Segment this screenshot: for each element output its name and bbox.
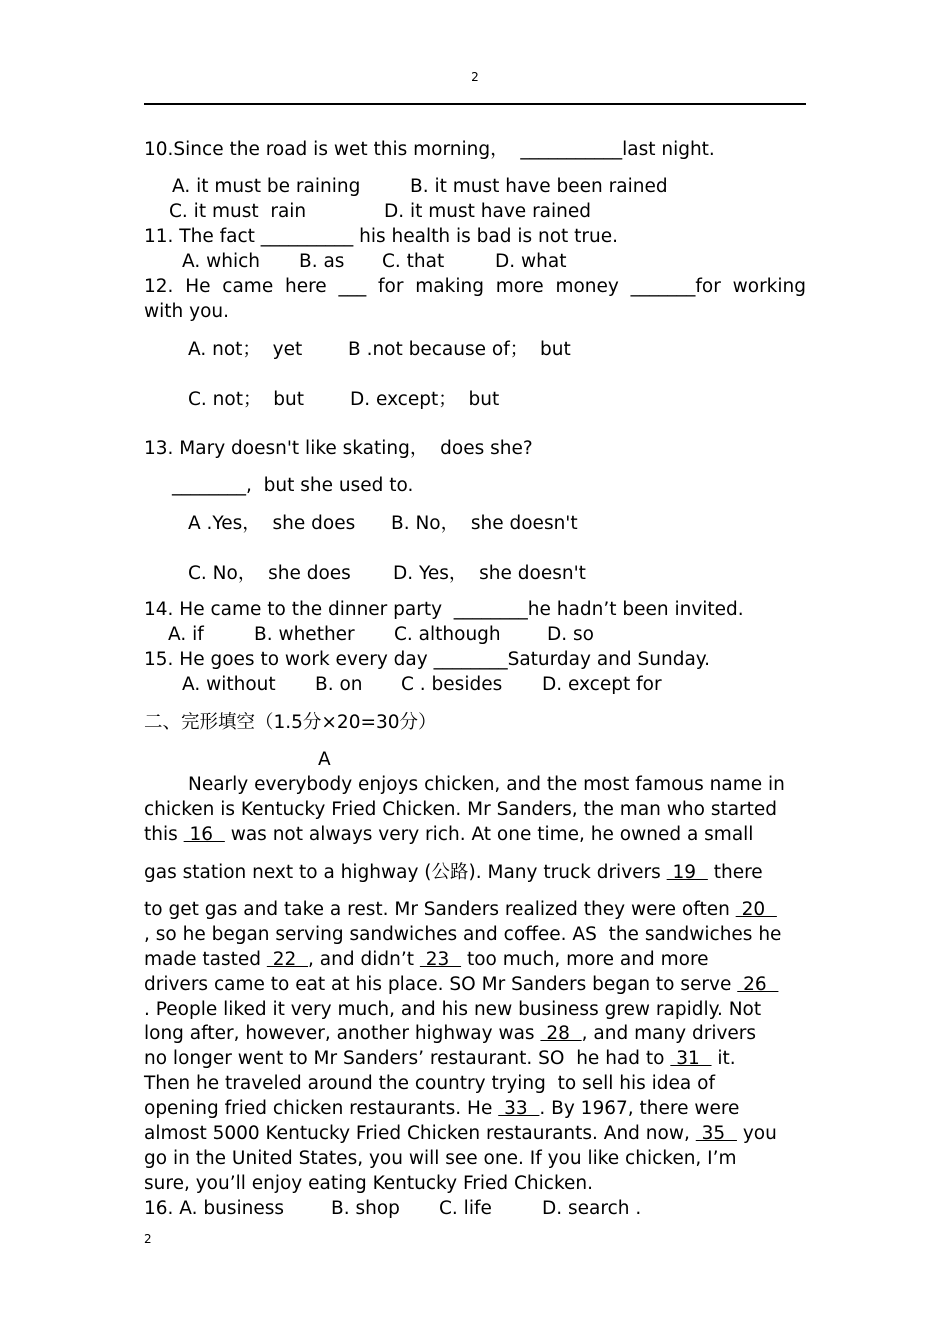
question-10-option-a: A. it must be raining [172, 176, 361, 197]
question-16-option-c: C. life [439, 1198, 492, 1219]
passage-line: long after, however, another highway was 28 , and many drivers [144, 1023, 757, 1044]
passage-line: Nearly everybody enjoys chicken, and the most famous name in [188, 774, 785, 795]
passage-line: made tasted 22 , and didn’t 23 too much, more and more [144, 949, 709, 970]
question-10-stem: 10.Since the road is wet this morning， ___________last night. [144, 139, 715, 160]
question-13-option-b: B. No， she doesn't [391, 513, 578, 534]
blank-23: 23 [419, 949, 462, 970]
section-heading: 二、完形填空（1.5分×20=30分） [144, 712, 437, 733]
passage-line: go in the United States, you will see one. If you like chicken, I’m [144, 1148, 737, 1169]
question-15-option-c: C . besides [401, 674, 503, 695]
passage-line: Then he traveled around the country trying to sell his idea of [144, 1073, 715, 1094]
passage-line: . People liked it very much, and his new business grew rapidly. Not [144, 999, 762, 1020]
question-12-option-d: D. except； but [350, 389, 500, 410]
question-13-option-c: C. No， she does [188, 563, 351, 584]
question-12-stem-line-1: 12. He came here ___ for making more money _______for working [144, 276, 806, 297]
question-15-option-d: D. except for [542, 674, 662, 695]
blank-19: 19 [666, 862, 708, 883]
question-10-option-c: C. it must rain [169, 201, 307, 222]
question-12-option-b: B .not because of； but [348, 339, 571, 360]
question-15-option-b: B. on [315, 674, 363, 695]
question-11-option-b: B. as [299, 251, 345, 272]
blank-22: 22 [266, 949, 309, 970]
question-12-option-c: C. not； but [188, 389, 304, 410]
question-14-option-a: A. if [168, 624, 204, 645]
blank-33: 33 [498, 1098, 540, 1119]
passage-line: sure, you’ll enjoy eating Kentucky Fried Chicken. [144, 1173, 593, 1194]
question-12-option-a: A. not； yet [188, 339, 303, 360]
blank-26: 26 [737, 974, 779, 995]
passage-line: opening fried chicken restaurants. He 33 . By 1967, there were [144, 1098, 740, 1119]
question-13-stem: 13. Mary doesn't like skating， does she? [144, 438, 533, 459]
header-rule [144, 103, 806, 105]
question-11-option-d: D. what [495, 251, 567, 272]
question-11-stem: 11. The fact __________ his health is bad is not true. [144, 226, 618, 247]
question-13-option-d: D. Yes， she doesn't [393, 563, 586, 584]
question-16-option-b: B. shop [331, 1198, 400, 1219]
passage-line: gas station next to a highway (公路). Many truck drivers 19 there [144, 862, 763, 883]
question-11-option-a: A. which [182, 251, 260, 272]
passage-line: drivers came to eat at his place. SO Mr Sanders began to serve 26 [144, 974, 779, 995]
question-13-option-a: A .Yes， she does [188, 513, 356, 534]
question-10-option-b: B. it must have been rained [410, 176, 668, 197]
footer-page-number: 2 [144, 1232, 152, 1246]
blank-31: 31 [670, 1048, 712, 1069]
question-16-option-a: 16. A. business [144, 1198, 285, 1219]
question-14-option-b: B. whether [254, 624, 355, 645]
header-page-number: 2 [471, 70, 479, 84]
question-16-option-d: D. search . [542, 1198, 642, 1219]
question-10-option-d: D. it must have rained [384, 201, 592, 222]
passage-line: almost 5000 Kentucky Fried Chicken restaurants. And now, 35 you [144, 1123, 777, 1144]
question-15-stem: 15. He goes to work every day ________Saturday and Sunday. [144, 649, 710, 670]
question-14-stem: 14. He came to the dinner party ________he hadn’t been invited. [144, 599, 744, 620]
passage-line: , so he began serving sandwiches and coffee. AS the sandwiches he [144, 924, 782, 945]
passage-label: A [318, 749, 331, 770]
blank-28: 28 [540, 1023, 582, 1044]
passage-line: to get gas and take a rest. Mr Sanders realized they were often 20 [144, 899, 777, 920]
question-11-option-c: C. that [382, 251, 445, 272]
passage-line: this 16 was not always very rich. At one time, he owned a small [144, 824, 754, 845]
question-14-option-d: D. so [547, 624, 594, 645]
question-14-option-c: C. although [394, 624, 501, 645]
question-13-answer-line: ________, but she used to. [172, 475, 414, 496]
question-15-option-a: A. without [182, 674, 276, 695]
blank-20: 20 [735, 899, 777, 920]
passage-line: no longer went to Mr Sanders’ restaurant. SO he had to 31 it. [144, 1048, 736, 1069]
passage-line: chicken is Kentucky Fried Chicken. Mr Sanders, the man who started [144, 799, 778, 820]
question-12-stem-line-2: with you. [144, 301, 230, 322]
blank-35: 35 [695, 1123, 737, 1144]
blank-16: 16 [183, 824, 225, 845]
